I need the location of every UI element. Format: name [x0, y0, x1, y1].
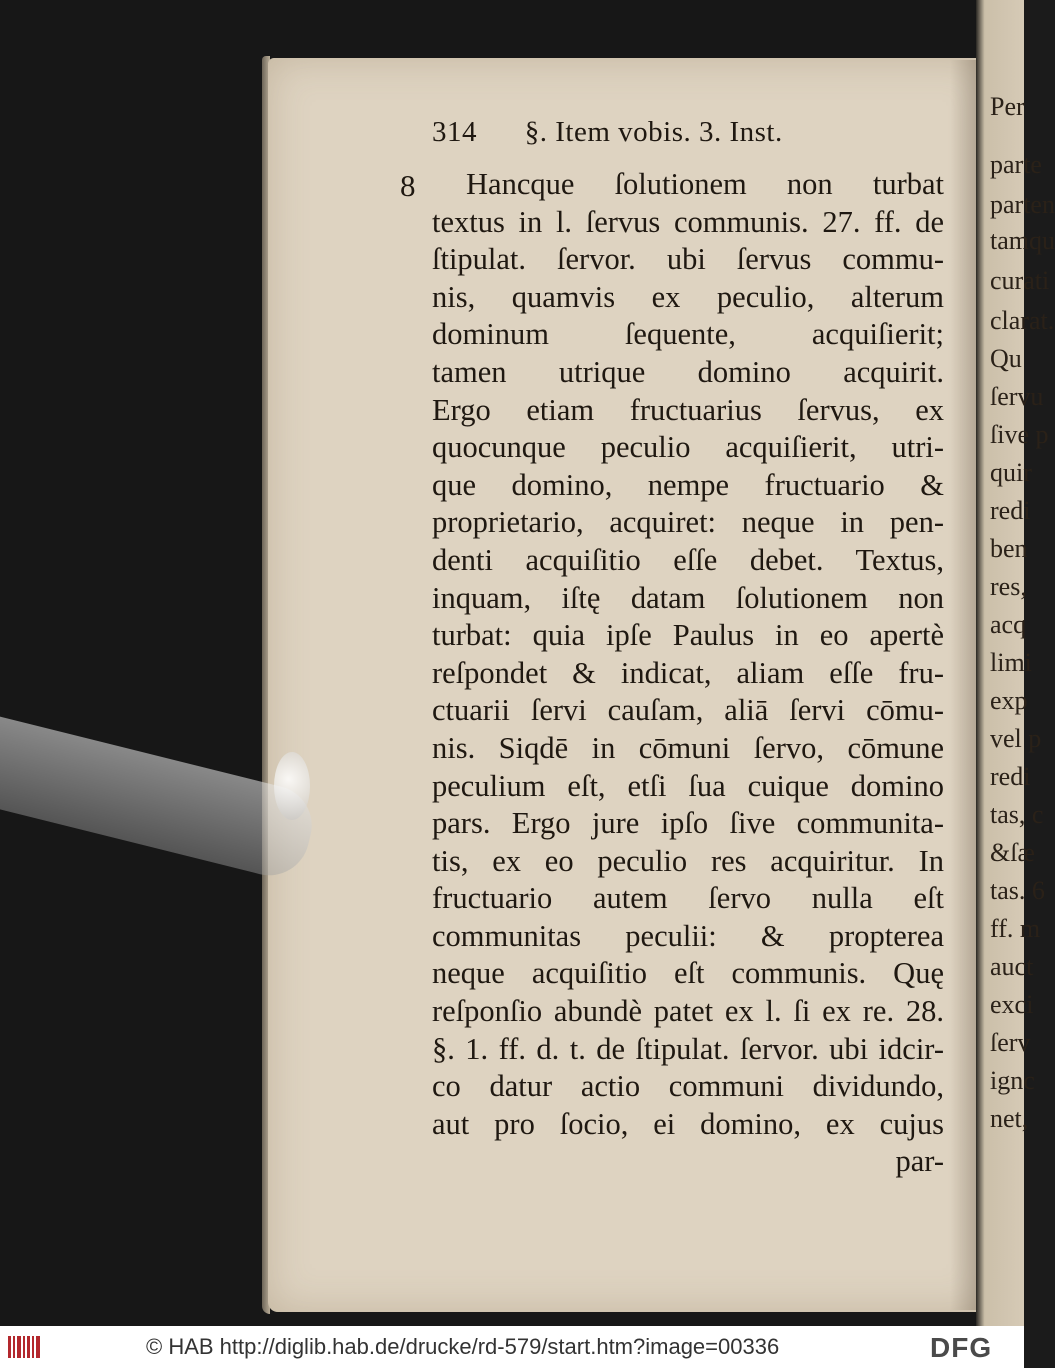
copyright-link[interactable]: © HAB http://diglib.hab.de/drucke/rd-579/start.htm?image=00336	[146, 1334, 780, 1359]
text-line: dominum ſequente, acquiſierit;	[432, 317, 944, 352]
text-line: ctuarii ſervi cauſam, aliā ſervi cōmu-	[432, 693, 944, 728]
text-line: co datur actio communi dividundo,	[432, 1069, 944, 1104]
facing-page-line: Qu	[990, 344, 1022, 373]
text-line: Hancque ſolutionem non turbat	[466, 167, 944, 201]
facing-page-line: ignc	[990, 1066, 1035, 1095]
facing-page-line: res,	[990, 572, 1027, 601]
facing-page-line: ff. m	[990, 914, 1041, 943]
text-line: proprietario, acquiret: neque in pen-	[432, 505, 944, 540]
text-line: neque acquiſitio eſt communis. Quę	[432, 956, 944, 991]
glass-weight-tip	[274, 752, 310, 820]
facing-page-line: redi	[990, 496, 1031, 525]
text-line: §. 1. ff. d. t. de ſtipulat. ſervor. ubi idcir-	[432, 1031, 944, 1066]
text-line: communitas peculii: & propterea	[432, 918, 944, 953]
facing-page-line: exp	[990, 686, 1028, 715]
text-line: tis, ex eo peculio res acquiritur. In	[432, 843, 944, 878]
running-title: §. Item vobis. 3. Inst.	[524, 116, 783, 148]
text-line: Ergo etiam fructuarius ſervus, ex	[432, 392, 944, 427]
facing-page-line: ben	[990, 534, 1028, 563]
facing-page-line: ſive p	[990, 420, 1049, 449]
text-line: turbat: quia ipſe Paulus in eo apertè	[432, 618, 944, 653]
text-line: fructuario autem ſervo nulla eſt	[432, 881, 944, 916]
hab-barcode-icon	[8, 1334, 42, 1360]
text-line: tamen utrique domino acquirit.	[432, 354, 944, 389]
text-line: reſpondet & indicat, aliam eſſe fru-	[432, 655, 944, 690]
dfg-logo: DFG	[930, 1332, 993, 1363]
facing-page-line: auct	[990, 952, 1034, 981]
facing-page-line: Per	[990, 92, 1025, 121]
text-line: reſponſio abundè patet ex l. ſi ex re. 28.	[432, 994, 944, 1029]
text-line: nis. Siqdē in cōmuni ſervo, cōmune	[432, 730, 944, 765]
facing-page-line: limi	[990, 648, 1032, 677]
facing-page-line: tas, c	[990, 800, 1044, 829]
facing-page-line: vel p	[990, 724, 1042, 753]
text-line: nis, quamvis ex peculio, alterum	[432, 279, 944, 314]
text-line: pars. Ergo jure ipſo ſive communita-	[432, 806, 944, 841]
facing-page-line: acq	[990, 610, 1027, 639]
text-line: peculium eſt, etſi ſua cuique domino	[432, 768, 944, 803]
facing-page-line: redi	[990, 762, 1031, 791]
text-line: par-	[895, 1144, 944, 1179]
facing-page-line: curati	[990, 266, 1050, 295]
body-text	[432, 166, 944, 1181]
facing-page-line: parten	[990, 190, 1055, 219]
page-number: 314	[432, 116, 477, 148]
text-line: aut pro ſocio, ei domino, ex cujus	[432, 1106, 944, 1141]
facing-page-line: ſervu	[990, 382, 1044, 411]
running-header	[432, 116, 783, 149]
facing-page-line: parte	[990, 150, 1042, 179]
text-line: denti acquiſitio eſſe debet. Textus,	[432, 542, 944, 577]
text-line: que domino, nempe fructuario &	[432, 467, 944, 502]
text-line: inquam, iſtę datam ſolutionem non	[432, 580, 944, 615]
facing-page-line: tamqu	[990, 226, 1055, 255]
facing-page-line: net,	[990, 1104, 1029, 1133]
text-line: quocunque peculio acquiſierit, utri-	[432, 430, 944, 465]
facing-page-line: &ſæ	[990, 838, 1035, 867]
marginal-number: 8	[400, 168, 416, 203]
text-line: ſtipulat. ſervor. ubi ſervus commu-	[432, 242, 944, 277]
facing-page-line: ſerv	[990, 1028, 1031, 1057]
facing-page-line: tas. 6	[990, 876, 1045, 905]
facing-page-line: quir	[990, 458, 1032, 487]
text-line: textus in l. ſervus communis. 27. ff. de	[432, 204, 944, 239]
facing-page-line: clarat.	[990, 306, 1055, 335]
facing-page-line: exci	[990, 990, 1034, 1019]
